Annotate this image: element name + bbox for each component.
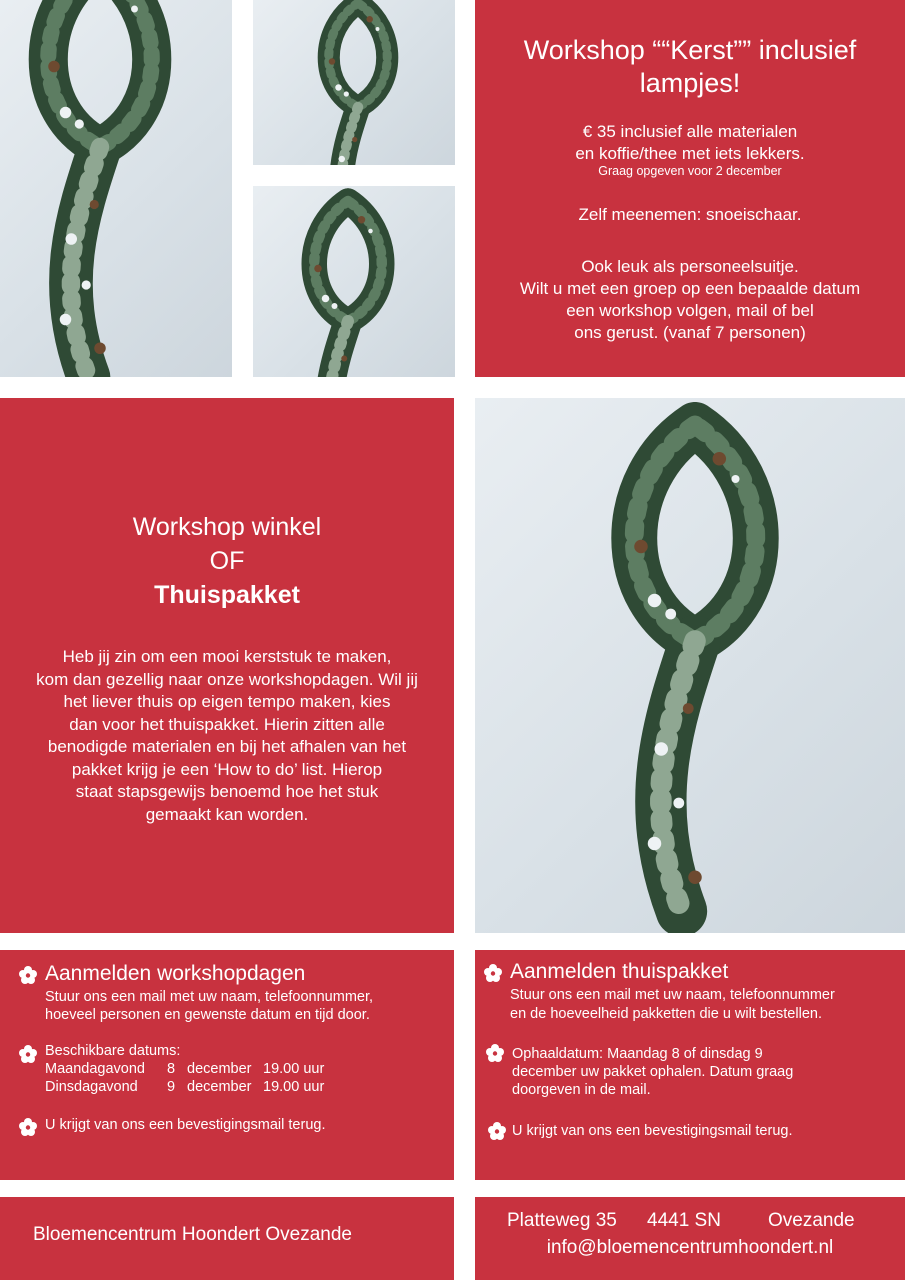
address-postcode: 4441 SN: [647, 1210, 721, 1231]
workshop-description: [16, 646, 438, 826]
team-line1: Ook leuk als personeelsuitje.: [581, 257, 799, 276]
wreath-photo-top: [253, 0, 455, 165]
workshop-info-panel: [475, 0, 905, 377]
flower-icon: [18, 965, 38, 985]
description-line: het liever thuis op eigen tempo maken, kies: [63, 692, 391, 711]
description-line: gemaakt kan worden.: [145, 804, 309, 824]
flower-icon: [18, 1117, 38, 1137]
description-line: Heb jij zin om een mooi kerststuk te maken,: [62, 647, 392, 666]
signup-package-panel: [475, 950, 905, 1180]
address-street: Platteweg 35: [507, 1210, 617, 1231]
bring-note: Zelf meenemen: snoeischaar.: [578, 205, 802, 224]
date-row: Dinsdagavond 9 december 19.00 uur: [45, 1079, 325, 1095]
flower-icon: [18, 1044, 38, 1064]
description-line: dan voor het thuispakket. Hierin zitten alle: [69, 714, 385, 734]
signup-package-heading: Aanmelden thuispakket: [510, 960, 729, 983]
signup-package-text2: en de hoeveelheid pakketten die u wilt bestellen.: [510, 1006, 822, 1022]
company-name: Bloemencentrum Hoondert Ovezande: [33, 1224, 352, 1245]
price-line2: en koffie/thee met iets lekkers.: [575, 144, 805, 163]
pickup-line1: Ophaaldatum: Maandag 8 of dinsdag 9: [512, 1046, 763, 1062]
date-row: Maandagavond 8 december 19.00 uur: [45, 1061, 325, 1077]
footer-address-panel: [475, 1197, 905, 1280]
signup-workshop-text1: Stuur ons een mail met uw naam, telefoonnummer,: [45, 989, 374, 1005]
pickup-line3: doorgeven in de mail.: [512, 1082, 651, 1098]
wreath-photo-feature: [475, 398, 905, 933]
description-line: pakket krijg je een ‘How to do’ list. Hierop: [71, 759, 383, 779]
team-line2: Wilt u met een groep op een bepaalde datum: [519, 279, 861, 298]
workshop-title: [475, 34, 905, 100]
title-line3: Thuispakket: [154, 581, 300, 609]
signup-package-text1: Stuur ons een mail met uw naam, telefoonnummer: [510, 987, 835, 1003]
flower-icon: [483, 963, 503, 983]
dates-label: Beschikbare datums:: [45, 1043, 181, 1059]
workshop-title-line1: Workshop ““Kerst”” inclusief: [523, 35, 857, 65]
signup-workshop-text2: hoeveel personen en gewenste datum en tijd door.: [45, 1007, 370, 1023]
confirmation-note: U krijgt van ons een bevestigingsmail terug.: [512, 1123, 793, 1139]
pickup-line2: december uw pakket ophalen. Datum graag: [512, 1064, 794, 1080]
team-line3: een workshop volgen, mail of bel: [566, 301, 814, 320]
flower-icon: [485, 1043, 505, 1063]
workshop-or-package-panel: [0, 398, 454, 933]
email-link[interactable]: info@bloemencentrumhoondert.nl: [546, 1237, 834, 1258]
workshop-title-line2: lampjes!: [639, 68, 741, 98]
description-line: kom dan gezellig naar onze workshopdagen. Wil jij: [36, 669, 418, 689]
wreath-photo-large: [0, 0, 232, 377]
description-line: benodigde materialen en bij het afhalen van het: [47, 737, 407, 756]
price-line1: € 35 inclusief alle materialen: [582, 122, 798, 141]
footer-company-panel: [0, 1197, 454, 1280]
workshop-or-package-title: [0, 510, 454, 612]
signup-workshop-panel: [0, 950, 454, 1180]
description-line: staat stapsgewijs benoemd hoe het stuk: [75, 782, 379, 801]
address-city: Ovezande: [768, 1210, 855, 1231]
team-line4: ons gerust. (vanaf 7 personen): [574, 323, 806, 342]
wreath-photo-bottom: [253, 186, 455, 377]
confirmation-note: U krijgt van ons een bevestigingsmail terug.: [45, 1117, 326, 1133]
signup-workshop-heading: Aanmelden workshopdagen: [45, 962, 306, 985]
title-line1: Workshop winkel: [132, 513, 322, 541]
title-line2: OF: [209, 547, 245, 575]
flower-icon: [487, 1121, 507, 1141]
deadline-note: Graag opgeven voor 2 december: [598, 164, 782, 178]
